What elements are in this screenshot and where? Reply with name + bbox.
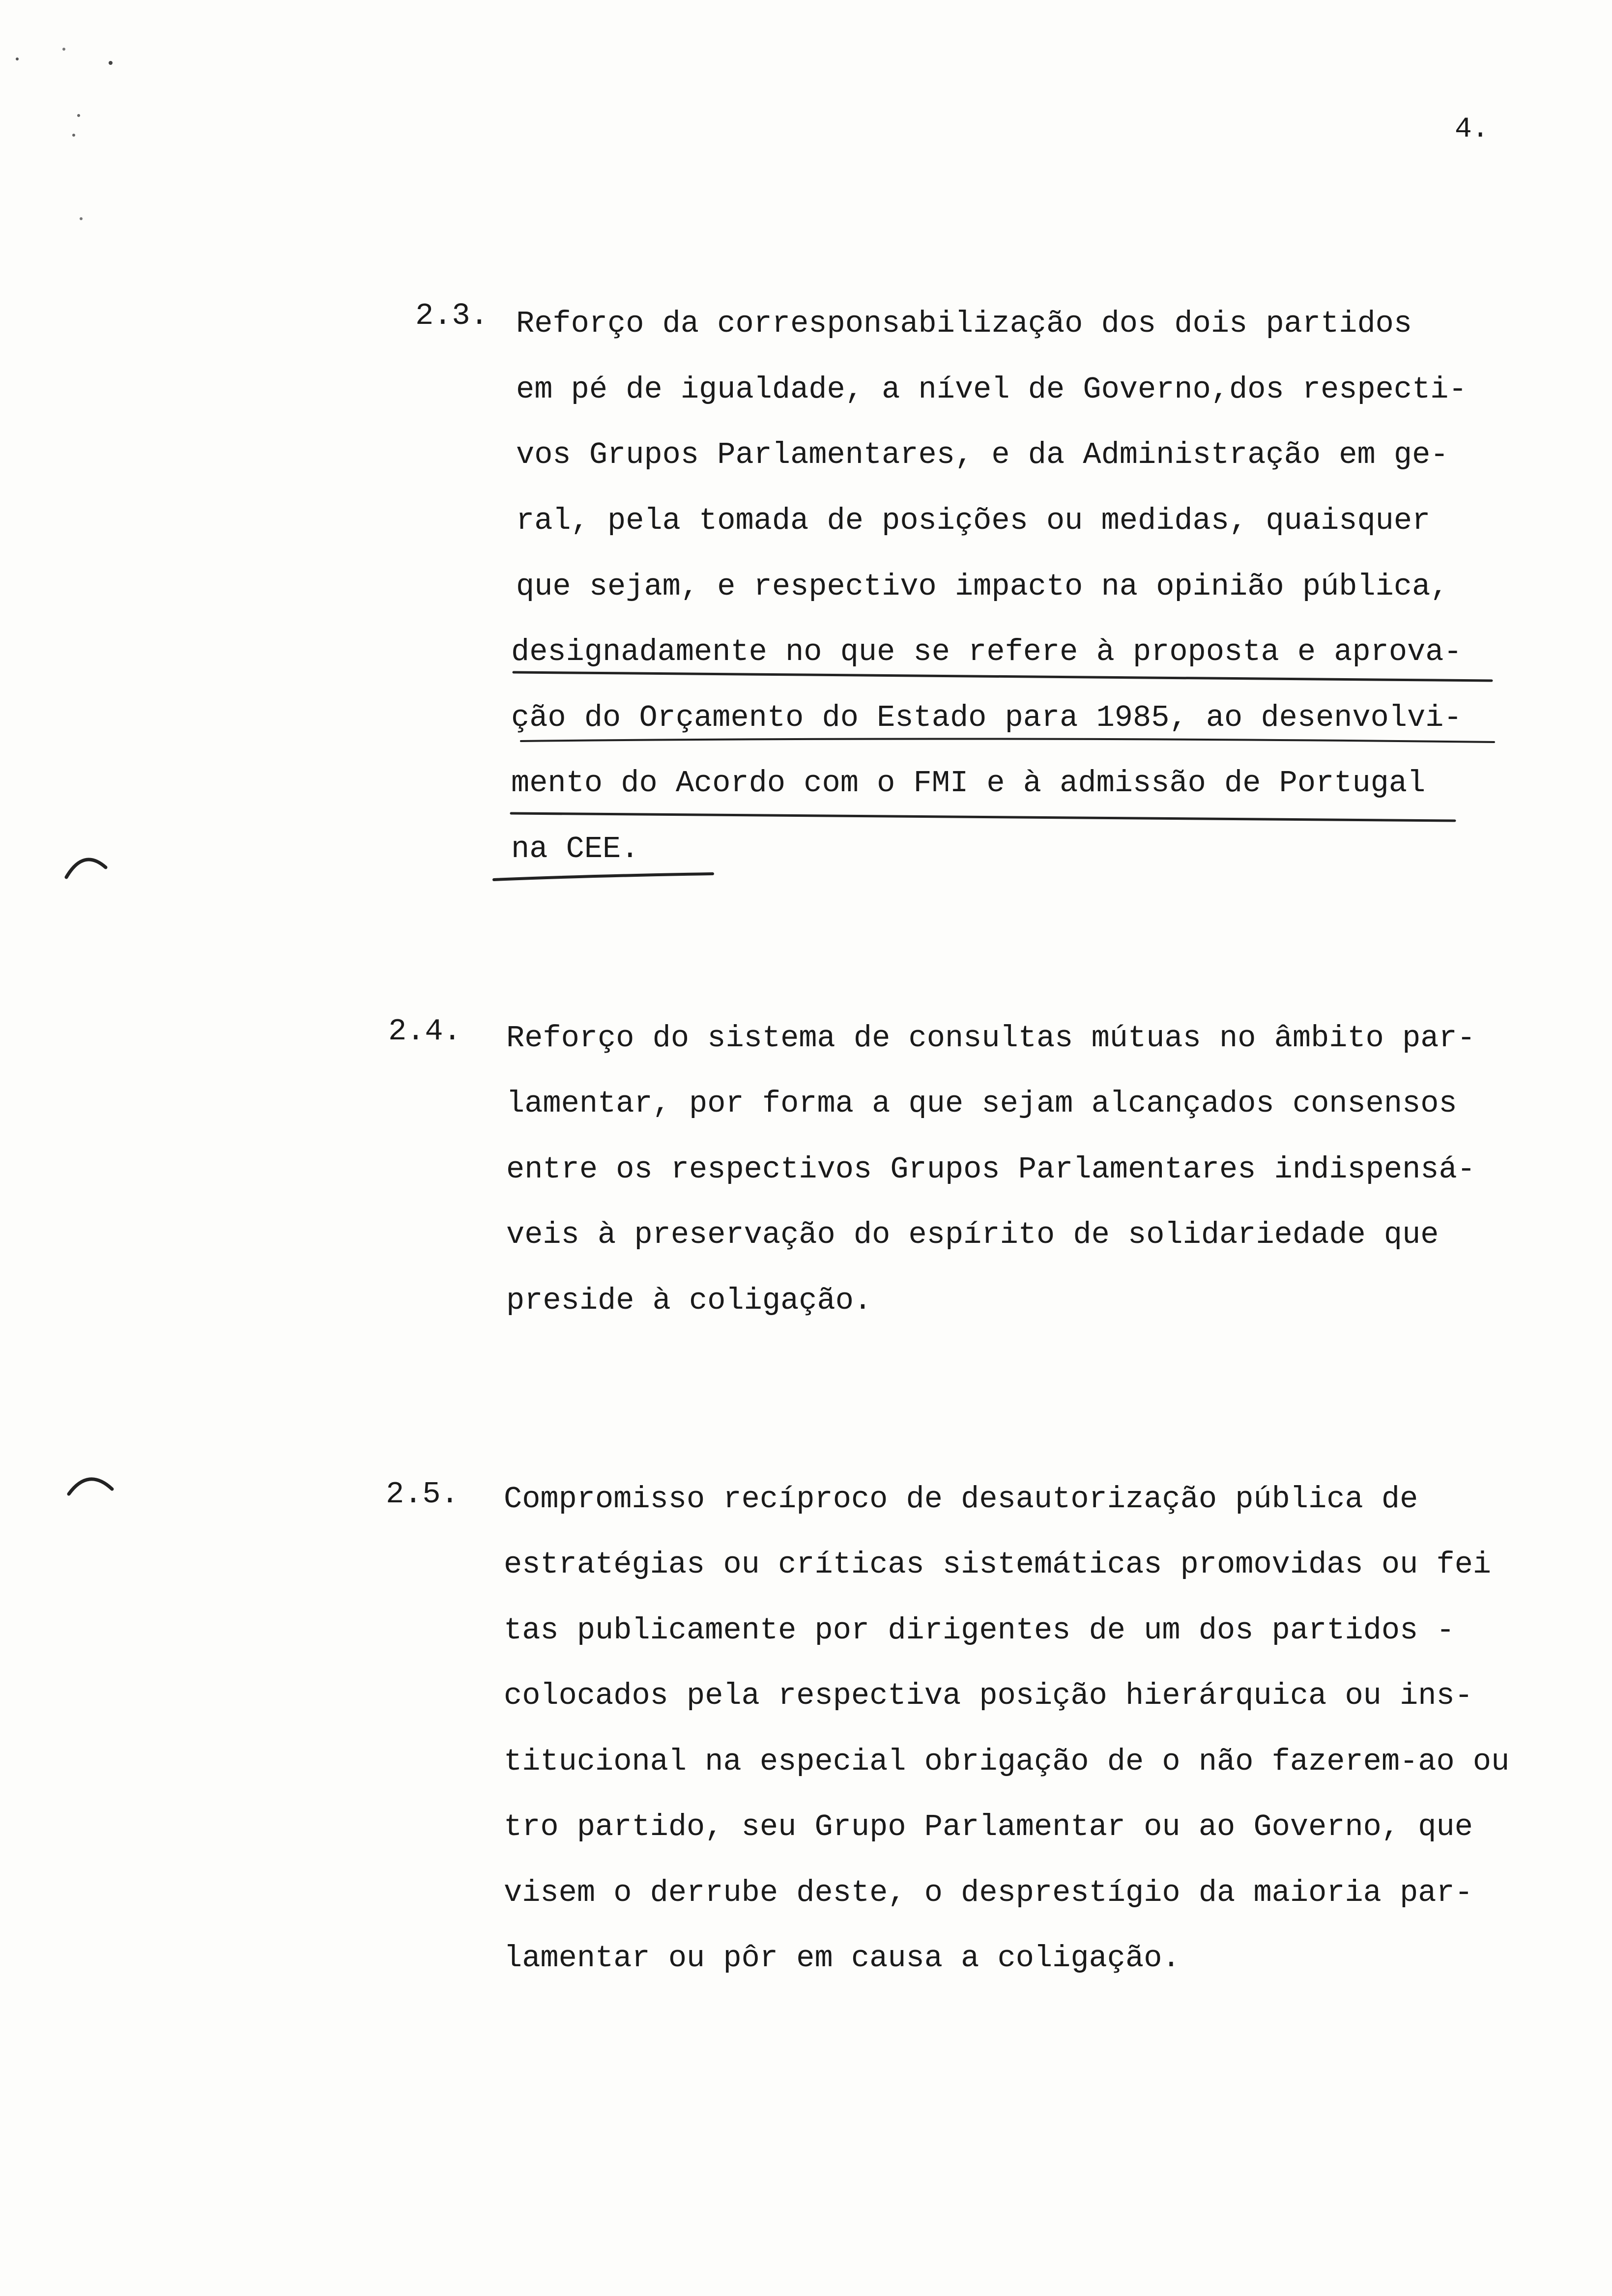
section-2-3-line-5: que sejam, e respectivo impacto na opinião pública, <box>516 569 1449 604</box>
section-2-5-line-3: tas publicamente por dirigentes de um dos partidos - <box>504 1613 1455 1648</box>
section-2-4-line-1: Reforço do sistema de consultas mútuas no âmbito par- <box>506 1021 1475 1056</box>
section-2-4-line-3: entre os respectivos Grupos Parlamentares indispensá- <box>506 1152 1475 1187</box>
section-2-3-line-6: designadamente no que se refere à proposta e aprova- <box>511 634 1462 669</box>
section-2-5-line-4: colocados pela respectiva posição hierárquica ou ins- <box>504 1678 1473 1713</box>
section-2-4-line-4: veis à preservação do espírito de solidariedade que <box>506 1217 1439 1252</box>
section-2-5-line-8: lamentar ou pôr em causa a coligação. <box>504 1941 1180 1976</box>
section-2-3-line-8: mento do Acordo com o FMI e à admissão de Portugal <box>511 766 1426 801</box>
section-2-3-line-9: na CEE. <box>511 832 639 866</box>
section-2-5-line-5: titucional na especial obrigação de o não fazerem-ao ou <box>504 1744 1510 1779</box>
section-2-4-line-5: preside à coligação. <box>506 1283 872 1318</box>
section-number-2-4: 2.4. <box>388 1014 461 1049</box>
page-number: 4. <box>1455 114 1489 145</box>
section-2-5-line-1: Compromisso recíproco de desautorização pública de <box>504 1482 1418 1517</box>
section-2-3-line-2: em pé de igualdade, a nível de Governo,dos respecti- <box>516 372 1467 407</box>
section-number-2-3: 2.3. <box>415 298 489 333</box>
section-2-3-line-1: Reforço da corresponsabilização dos dois partidos <box>516 306 1412 341</box>
section-2-5-line-2: estratégias ou críticas sistemáticas promovidas ou fei <box>504 1547 1492 1582</box>
section-2-3-line-4: ral, pela tomada de posições ou medidas, quaisquer <box>516 503 1431 538</box>
section-2-5-line-7: visem o derrube deste, o desprestígio da maioria par- <box>504 1875 1473 1910</box>
section-2-4-line-2: lamentar, por forma a que sejam alcançados consensos <box>506 1086 1457 1121</box>
section-number-2-5: 2.5. <box>386 1477 459 1512</box>
section-2-5-line-6: tro partido, seu Grupo Parlamentar ou ao Governo, que <box>504 1809 1473 1844</box>
section-2-3-line-3: vos Grupos Parlamentares, e da Administração em ge- <box>516 437 1449 472</box>
section-2-3-line-7: ção do Orçamento do Estado para 1985, ao desenvolvi- <box>511 700 1462 735</box>
handwritten-underlines <box>0 0 1612 934</box>
